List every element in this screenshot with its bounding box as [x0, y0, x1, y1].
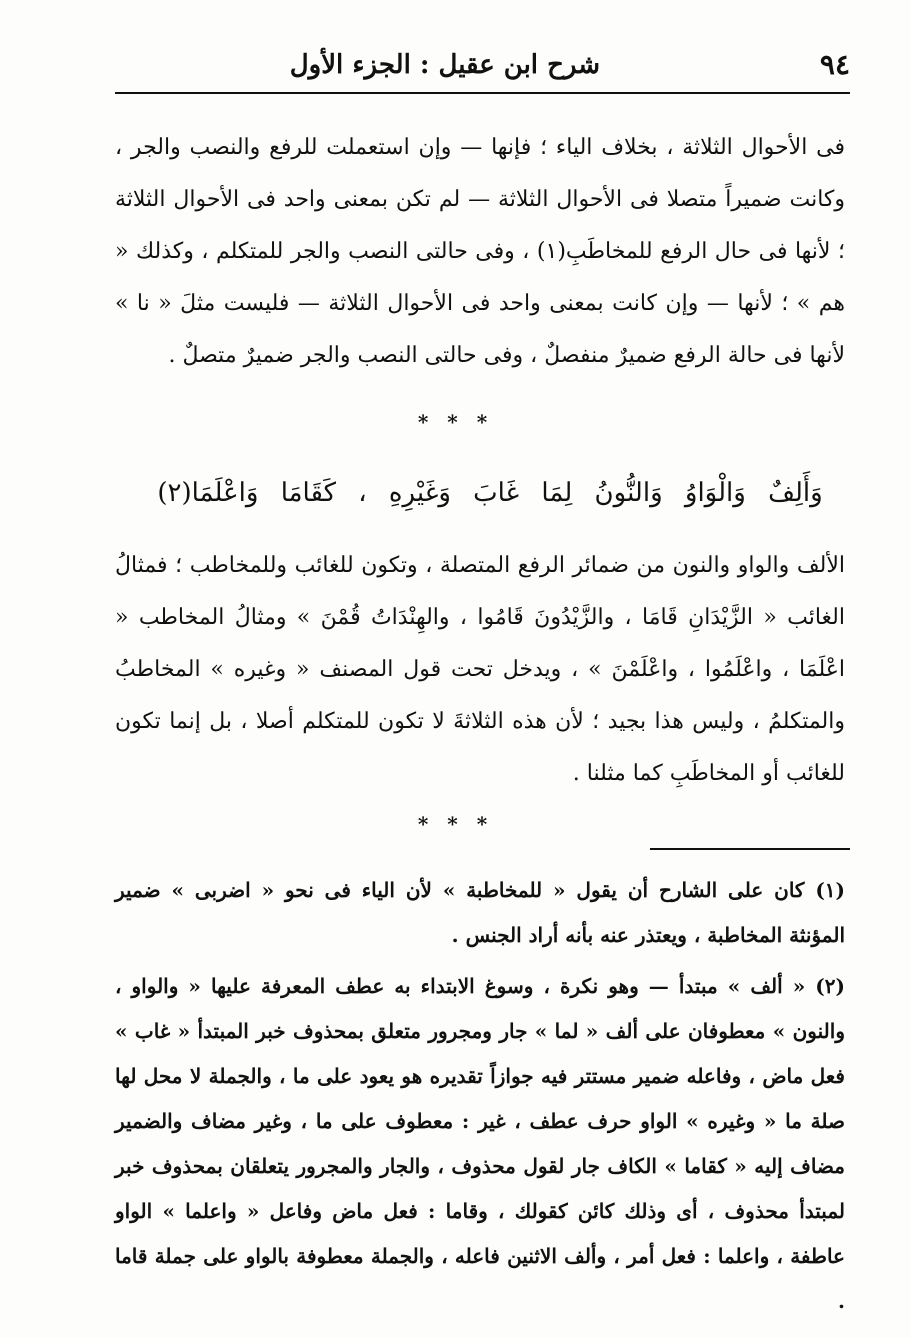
header-rule — [115, 92, 850, 94]
page-number: ٩٤ — [819, 48, 850, 81]
footnote-1 — [115, 868, 845, 958]
footnote-text: (٢) « ألف » مبتدأ — وهو نكرة ، وسوغ الابتداء به عطف المعرفة عليها « والواو ، والنون » معطوفان على ألف « لما » جار ومجرور متعلق بمحذوف خبر المبتدأ « غاب » فعل ماض ، وفاعله ضمير مستتر فيه جوازاً تقديره هو يعود على ما ، والجملة لا محل لها صلة ما « وغيره » الواو حرف عطف ، غير : معطوف على ما ، وغير مضاف والضمير مضاف إليه « كقاما » الكاف جار لقول محذوف ، والجار والمجرور يتعلقان بمحذوف خبر لمبتدأ محذوف ، أى وذلك كائن كقولك ، وقاما : فعل ماض وفاعل « واعلما » الواو عاطفة ، واعلما : فعل أمر ، وألف الاثنين فاعله ، والجملة معطوفة بالواو على جملة قاما . — [115, 974, 845, 1313]
section-separator: * * * — [417, 812, 494, 836]
paragraph-text: الألف والواو والنون من ضمائر الرفع المتصلة ، وتكون للغائب وللمخاطب ؛ فمثالُ الغائب « الزَّيْدَانِ قَامَا ، والزَّيْدُونَ قَامُوا ، والهِنْدَاتُ قُمْنَ » ومثالُ المخاطب « اعْلَمَا ، واعْلَمُوا ، واعْلَمْنَ » ، ويدخل تحت قول المصنف « وغيره » المخاطبُ والمتكلمُ ، وليس هذا بجيد ؛ لأن هذه الثلاثةَ لا تكون للمتكلم أصلا ، بل إنما تكون للغائب أو المخاطَبِ كما مثلنا . — [115, 553, 845, 786]
verse-line: وَأَلِفٌ وَالْوَاوُ وَالنُّونُ لِمَا غَابَ وَغَيْرِهِ ، كَقَامَا وَاعْلَمَا(٢) — [157, 478, 823, 508]
commentary-paragraph-2 — [115, 540, 845, 800]
page-header — [115, 40, 850, 90]
footnote-rule — [650, 848, 850, 850]
section-separator: * * * — [417, 410, 494, 434]
commentary-paragraph-1 — [115, 122, 845, 382]
footnote-text: (١) كان على الشارح أن يقول « للمخاطبة » لأن الياء فى نحو « اضربى » ضمير المؤنثة المخاطبة ، ويعتذر عنه بأنه أراد الجنس . — [115, 878, 845, 947]
running-title: شرح ابن عقيل : الجزء الأول — [289, 50, 600, 80]
footnote-2 — [115, 964, 845, 1324]
paragraph-text: فى الأحوال الثلاثة ، بخلاف الياء ؛ فإنها — وإن استعملت للرفع والنصب والجر ، وكانت ضميراً متصلا فى الأحوال الثلاثة — لم تكن بمعنى واحد فى الأحوال الثلاثة ؛ لأنها فى حال الرفع للمخاطَبِ(١) ، وفى حالتى النصب والجر للمتكلم ، وكذلك « هم » ؛ لأنها — وإن كانت بمعنى واحد فى الأحوال الثلاثة — فليست مثلَ « نا » لأنها فى حالة الرفع ضميرٌ منفصلٌ ، وفى حالتى النصب والجر ضميرٌ متصلٌ . — [115, 135, 845, 368]
